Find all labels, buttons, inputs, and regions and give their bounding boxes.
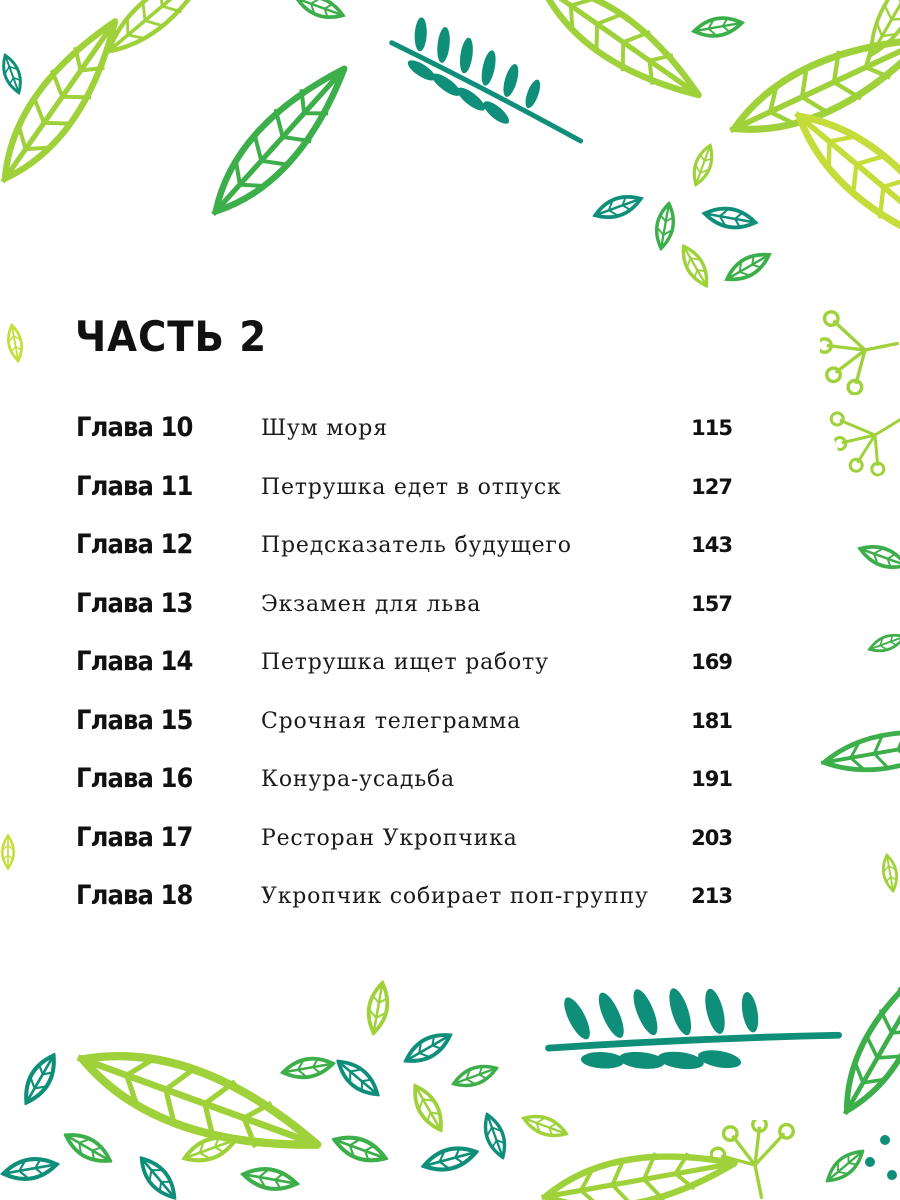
toc-row [76,408,736,467]
toc-row [76,876,736,935]
chapter-title: Ресторан Укропчика [261,825,518,851]
page-number: 181 [691,708,732,733]
chapter-title: Конура-усадьба [261,767,455,792]
page-number: 213 [691,884,732,908]
toc-row [76,525,736,584]
toc-row [76,759,736,818]
chapter-title: Петрушка ищет работу [261,650,549,675]
page-number: 191 [691,767,732,791]
chapter-number: Глава 17 [76,821,193,853]
toc-row [76,584,736,643]
page-number: 143 [691,533,732,557]
toc-row [76,642,736,701]
chapter-number: Глава 15 [76,704,193,736]
page-number: 157 [691,591,732,616]
chapter-title: Предсказатель будущего [261,533,572,558]
chapter-title: Срочная телеграмма [261,708,522,734]
chapter-number: Глава 11 [76,470,193,502]
chapter-number: Глава 13 [76,587,193,619]
page-number: 169 [691,650,732,674]
page-number: 203 [691,825,732,850]
chapter-title: Петрушка едет в отпуск [261,474,562,500]
chapter-number: Глава 10 [76,412,193,443]
toc-row [76,467,736,526]
table-of-contents [76,408,736,935]
page-number: 115 [691,416,732,440]
chapter-number: Глава 14 [76,646,193,677]
chapter-title: Экзамен для льва [261,591,482,617]
page-number: 127 [691,474,732,499]
chapter-number: Глава 12 [76,529,193,560]
toc-row [76,818,736,877]
part-title: ЧАСТЬ 2 [75,312,268,361]
chapter-title: Укропчик собирает поп-группу [261,884,649,909]
chapter-title: Шум моря [261,416,388,441]
chapter-number: Глава 18 [76,880,193,911]
chapter-number: Глава 16 [76,763,193,794]
toc-row [76,701,736,760]
